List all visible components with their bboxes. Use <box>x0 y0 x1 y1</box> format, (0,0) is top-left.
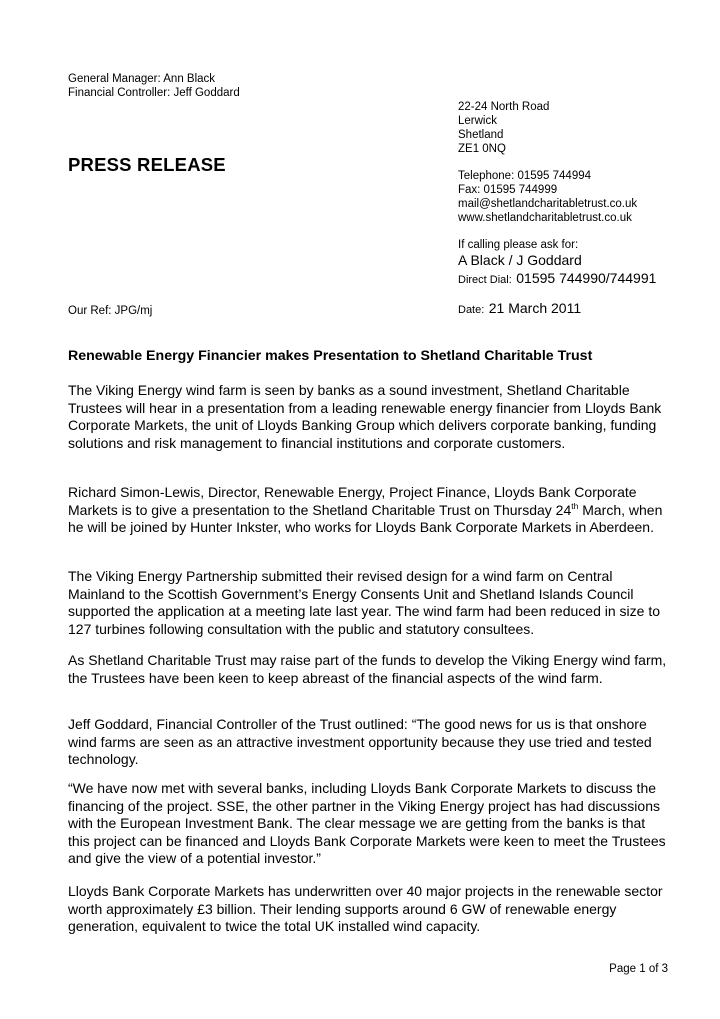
paragraph-text: The Viking Energy wind farm is seen by banks as a sound investment, Shetland Charitable Trustees will hear in a presentation from a leading renewable energy financier from Lloyds Bank Corporate Markets, the unit of Lloyds Banking Group which delivers corporate banking, funding solutions and risk management to financial institutions and corporate customers. <box>68 382 662 451</box>
paragraph-2 <box>68 484 668 537</box>
direct-dial-label: Direct Dial: <box>458 274 512 286</box>
paragraph-7 <box>68 883 668 936</box>
email-link[interactable]: mail@shetlandcharitabletrust.co.uk <box>458 198 638 210</box>
paragraph-text-part: Richard Simon-Lewis, Director, Renewable Energy, Project Finance, Lloyds Bank Corporate Markets is to give a presentation to the Shetland Charitable Trust on Thursday 24 <box>68 484 637 518</box>
paragraph-text: The Viking Energy Partnership submitted their revised design for a wind farm on Central Mainland to the Scottish Government’s Energy Consents Unit and Shetland Islands Council supported the application at a meeting late last year. The wind farm had been reduced in size to 127 turbines following consultation with the public and statutory consultees. <box>68 568 660 637</box>
address-line: 22-24 North Road <box>458 101 550 113</box>
contact-block <box>458 169 637 225</box>
page-number: Page 1 of 3 <box>609 963 668 975</box>
ask-for-names: A Black / J Goddard <box>458 252 582 268</box>
date <box>458 300 581 318</box>
ordinal-suffix: th <box>571 500 579 511</box>
telephone: Telephone: 01595 744994 <box>458 170 592 182</box>
paragraph-text: As Shetland Charitable Trust may raise part of the funds to develop the Viking Energy wind farm, the Trustees have been keen to keep abreast of the financial aspects of the wind farm. <box>68 652 667 686</box>
fax: Fax: 01595 744999 <box>458 184 558 196</box>
address-line: Lerwick <box>458 115 497 127</box>
paragraph-text-part: March, when he will be joined by Hunter Inkster, who works for Lloyds Bank Corporate Markets in Aberdeen. <box>68 501 663 536</box>
paragraph-3 <box>68 568 668 638</box>
paragraph-5 <box>68 716 668 769</box>
page-title: PRESS RELEASE <box>68 154 226 175</box>
general-manager-line: General Manager: Ann Black <box>68 73 216 85</box>
headline: Renewable Energy Financier makes Presentation to Shetland Charitable Trust <box>68 348 593 364</box>
paragraph-4 <box>68 652 668 687</box>
paragraph-text: “We have now met with several banks, including Lloyds Bank Corporate Markets to discuss the financing of the project. SSE, the other partner in the Viking Energy project has had discussions with the European Investment Bank. The clear message we are getting from the banks is that this project can be financed and Lloyds Bank Corporate Markets were keen to meet the Trustees and give the view of a potential investor.” <box>68 780 666 867</box>
date-value: 21 March 2011 <box>488 300 582 316</box>
direct-dial-value: 01595 744990/744991 <box>516 270 657 286</box>
paragraph-text: Lloyds Bank Corporate Markets has underwritten over 40 major projects in the renewable sector worth approximately £3 billion. Their lending supports around 6 GW of renewable energy generation, equivalent to twice the total UK installed wind capacity. <box>68 883 663 935</box>
financial-controller-line: Financial Controller: Jeff Goddard <box>68 87 240 99</box>
paragraph-6 <box>68 780 668 868</box>
ask-for-label: If calling please ask for: <box>458 239 579 251</box>
website-link[interactable]: www.shetlandcharitabletrust.co.uk <box>458 212 632 224</box>
address-block <box>458 100 549 156</box>
direct-dial <box>458 270 656 288</box>
date-label: Date: <box>458 304 485 316</box>
paragraph-text <box>68 484 668 537</box>
paragraph-text: Jeff Goddard, Financial Controller of the Trust outlined: “The good news for us is that onshore wind farms are seen as an attractive investment opportunity because they use tried and tested technology. <box>68 716 652 768</box>
paragraph-1 <box>68 382 668 452</box>
address-line: Shetland <box>458 129 504 141</box>
our-ref: Our Ref: JPG/mj <box>68 305 153 317</box>
address-line: ZE1 0NQ <box>458 143 506 155</box>
